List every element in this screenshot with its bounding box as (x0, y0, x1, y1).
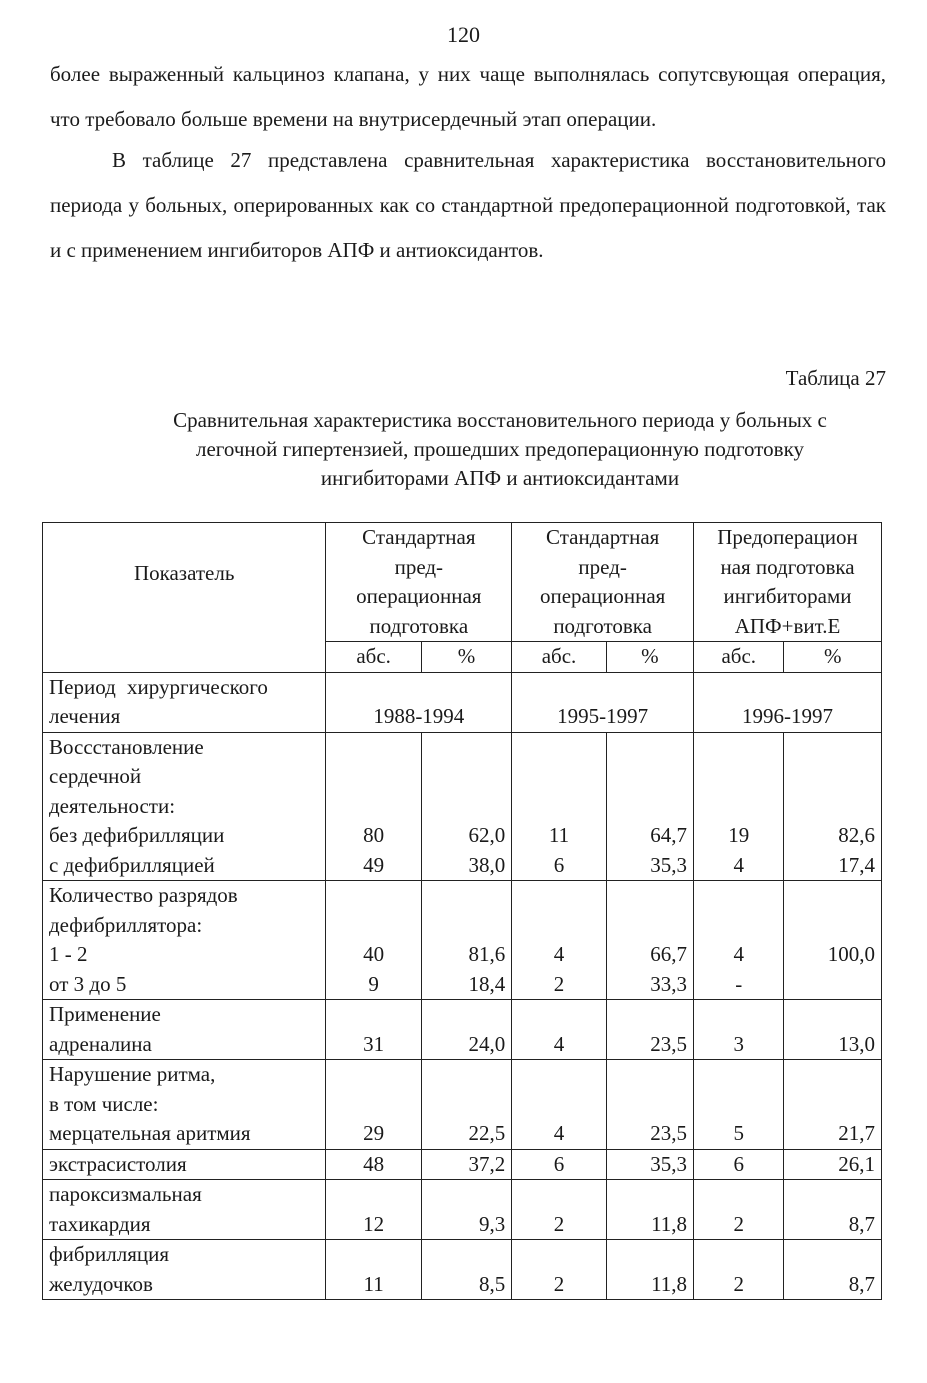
group-header-line: пред- (394, 554, 444, 579)
label-line: экстрасистолия (49, 1151, 187, 1176)
cell-value: 35,3 (650, 852, 688, 877)
cell-value: 2 (553, 971, 565, 996)
cell-value: 66,7 (650, 942, 688, 966)
period-value: 1996-1997 (694, 672, 882, 732)
label-line: с дефибрилляцией (49, 852, 215, 877)
cell-value: 11,8 (651, 1271, 688, 1296)
row-label (43, 1060, 326, 1150)
cell-value: 2 (733, 1271, 744, 1296)
pct-cell (606, 1149, 693, 1180)
pct-cell (421, 1060, 511, 1150)
abs-cell (512, 1060, 606, 1150)
table-row (43, 1149, 882, 1180)
cell-value: 23,5 (650, 1121, 688, 1145)
caption-line: легочной гипертензией, прошедших предоперационную подготовку (196, 437, 804, 461)
pct-cell (606, 1060, 693, 1150)
group-header-line: АПФ+вит.Е (734, 613, 841, 638)
abs-cell (326, 1149, 421, 1180)
row-label (43, 1180, 326, 1240)
cell-value: 4 (733, 942, 744, 966)
cell-value: 49 (363, 852, 385, 877)
label-line: в том числе: (49, 1091, 159, 1116)
cell-value: 18,4 (468, 971, 506, 996)
sub-header: % (421, 642, 511, 673)
paragraph-2: В таблице 27 представлена сравнительная характеристика восстановительного периода у больных, оперированных как со стандартной предоперационной подготовкой, так и с применением ингибиторов АПФ и антиоксидантов. (50, 148, 886, 262)
sub-header: абс. (512, 642, 606, 673)
sub-header: % (606, 642, 693, 673)
abs-cell (326, 881, 421, 1000)
pct-cell (784, 1000, 882, 1060)
paragraph-1: более выраженный кальциноз клапана, у них чаще выполнялась сопутсвующая операция, что требовало больше времени на внутрисердечный этап операции. (50, 62, 886, 131)
cell-value: 6 (553, 1151, 565, 1176)
cell-value: 38,0 (468, 852, 506, 877)
abs-cell (326, 732, 421, 881)
cell-value: 35,3 (650, 1151, 688, 1176)
cell-value: 6 (553, 852, 565, 877)
label-line: Восcстановление (49, 734, 204, 759)
abs-cell (694, 881, 784, 1000)
label-line: адреналина (49, 1031, 152, 1056)
cell-value: 9 (368, 971, 379, 996)
abs-cell (326, 1060, 421, 1150)
cell-value: 26,1 (838, 1151, 875, 1176)
cell-value: 5 (733, 1121, 744, 1145)
cell-value: 4 (733, 852, 744, 877)
abs-cell (512, 1000, 606, 1060)
table-row (43, 1060, 882, 1150)
cell-value: 12 (363, 1211, 385, 1236)
cell-value: 11,8 (651, 1211, 688, 1236)
pct-cell (421, 1000, 511, 1060)
abs-cell (512, 881, 606, 1000)
abs-cell (326, 1180, 421, 1240)
abs-cell (694, 1240, 784, 1300)
label-line: фибрилляция (49, 1242, 170, 1266)
group-header (512, 523, 694, 642)
abs-cell (694, 1149, 784, 1180)
label-line: деятельности: (49, 793, 176, 818)
cell-value: 40 (363, 942, 385, 966)
label-line: без дефибрилляции (49, 823, 225, 847)
cell-value: 48 (363, 1151, 385, 1176)
cell-value: 11 (363, 1271, 384, 1296)
sub-header: абс. (694, 642, 784, 673)
cell-value: - (735, 971, 743, 996)
cell-value: 3 (733, 1031, 744, 1056)
row-label (43, 1240, 326, 1300)
group-header-line: подготовка (369, 613, 469, 638)
label-line: Период хирургического (49, 674, 268, 699)
cell-value: 2 (553, 1271, 565, 1296)
cell-value: 19 (728, 823, 750, 847)
group-header-line: ная подготовка (720, 554, 855, 579)
group-header-line: операционная (356, 584, 482, 608)
cell-value: 8,7 (848, 1211, 875, 1236)
table-header-row (43, 523, 882, 642)
pct-cell (784, 1060, 882, 1150)
row-label (43, 732, 326, 881)
label-line: пароксизмальная (49, 1182, 202, 1206)
group-header-line: Предоперацион (717, 525, 858, 549)
cell-value: 11 (548, 823, 570, 847)
table-row (43, 732, 882, 881)
cell-value: 6 (733, 1151, 744, 1176)
cell-value: 100,0 (827, 942, 875, 966)
cell-value: 2 (733, 1211, 744, 1236)
cell-value: 33,3 (650, 971, 688, 996)
table-row (43, 1180, 882, 1240)
table-body (43, 523, 882, 1300)
pct-cell (606, 732, 693, 881)
abs-cell (512, 732, 606, 881)
cell-value: 37,2 (468, 1151, 506, 1176)
sub-header: % (784, 642, 882, 673)
group-header-line: операционная (539, 584, 666, 608)
page-number: 120 (447, 22, 480, 47)
label-line: Применение (49, 1002, 161, 1026)
pct-cell (784, 1240, 882, 1300)
abs-cell (694, 1000, 784, 1060)
table-caption (60, 406, 927, 493)
row-label (43, 1149, 326, 1180)
data-table (42, 522, 882, 1300)
abs-cell (694, 1180, 784, 1240)
cell-value: 80 (363, 823, 385, 847)
label-line: дефибриллятора: (49, 912, 203, 937)
row-label (43, 881, 326, 1000)
table-row (43, 1240, 882, 1300)
pct-cell (421, 1149, 511, 1180)
label-line: лечения (49, 704, 121, 728)
cell-value: 8,5 (479, 1271, 506, 1296)
table-number: Таблица 27 (785, 366, 886, 390)
cell-value (790, 970, 875, 1000)
cell-value: 22,5 (468, 1121, 506, 1145)
pct-cell (784, 881, 882, 1000)
period-value: 1988-1994 (326, 672, 512, 732)
cell-value: 13,0 (838, 1031, 875, 1056)
label-line: тахикардия (49, 1211, 151, 1236)
cell-value: 8,7 (848, 1271, 875, 1296)
table-row (43, 881, 882, 1000)
group-header (694, 523, 882, 642)
pct-cell (606, 1240, 693, 1300)
cell-value: 64,7 (650, 823, 688, 847)
group-header-line: Стандартная (362, 525, 476, 549)
pct-cell (784, 732, 882, 881)
label-line: сердечной (49, 764, 142, 788)
group-header-line: ингибиторами (723, 584, 852, 608)
cell-value: 9,3 (479, 1211, 506, 1236)
pct-cell (606, 881, 693, 1000)
cell-value: 17,4 (838, 852, 875, 877)
group-header-line: Стандартная (545, 525, 660, 549)
pct-cell (606, 1180, 693, 1240)
label-line: желудочков (49, 1271, 153, 1296)
table-row (43, 1000, 882, 1060)
sub-header: абс. (326, 642, 421, 673)
cell-value: 21,7 (838, 1121, 875, 1145)
cell-value: 31 (363, 1031, 385, 1056)
cell-value: 29 (363, 1121, 385, 1145)
abs-cell (512, 1180, 606, 1240)
pct-cell (421, 732, 511, 881)
abs-cell (694, 1060, 784, 1150)
pct-cell (784, 1180, 882, 1240)
abs-cell (326, 1000, 421, 1060)
cell-value: 23,5 (650, 1031, 688, 1056)
period-value: 1995-1997 (512, 672, 694, 732)
label-line: Нарушение ритма, (49, 1062, 216, 1086)
pct-cell (421, 881, 511, 1000)
label-line: 1 - 2 (49, 942, 88, 966)
period-label (43, 672, 326, 732)
caption-line: Сравнительная характеристика восстановительного периода у больных с (173, 408, 827, 432)
abs-cell (694, 732, 784, 881)
label-line: от 3 до 5 (49, 971, 127, 996)
pct-cell (606, 1000, 693, 1060)
cell-value: 2 (553, 1211, 565, 1236)
group-header-line: подготовка (553, 613, 652, 638)
label-line: мерцательная аритмия (49, 1121, 251, 1145)
cell-value: 62,0 (468, 823, 506, 847)
group-header-line: пред- (578, 554, 627, 579)
caption-line: ингибиторами АПФ и антиоксидантами (320, 466, 680, 490)
abs-cell (512, 1240, 606, 1300)
pct-cell (421, 1180, 511, 1240)
label-line: Количество разрядов (49, 883, 238, 907)
cell-value: 81,6 (468, 942, 506, 966)
cell-value: 24,0 (468, 1031, 506, 1056)
row-label (43, 1000, 326, 1060)
cell-value: 82,6 (838, 823, 875, 847)
cell-value: 4 (553, 1121, 565, 1145)
cell-value: 4 (553, 1031, 565, 1056)
period-row (43, 672, 882, 732)
cell-value: 4 (553, 942, 565, 966)
pct-cell (421, 1240, 511, 1300)
abs-cell (326, 1240, 421, 1300)
pct-cell (784, 1149, 882, 1180)
group-header (326, 523, 512, 642)
abs-cell (512, 1149, 606, 1180)
indicator-header: Показатель (43, 523, 326, 673)
